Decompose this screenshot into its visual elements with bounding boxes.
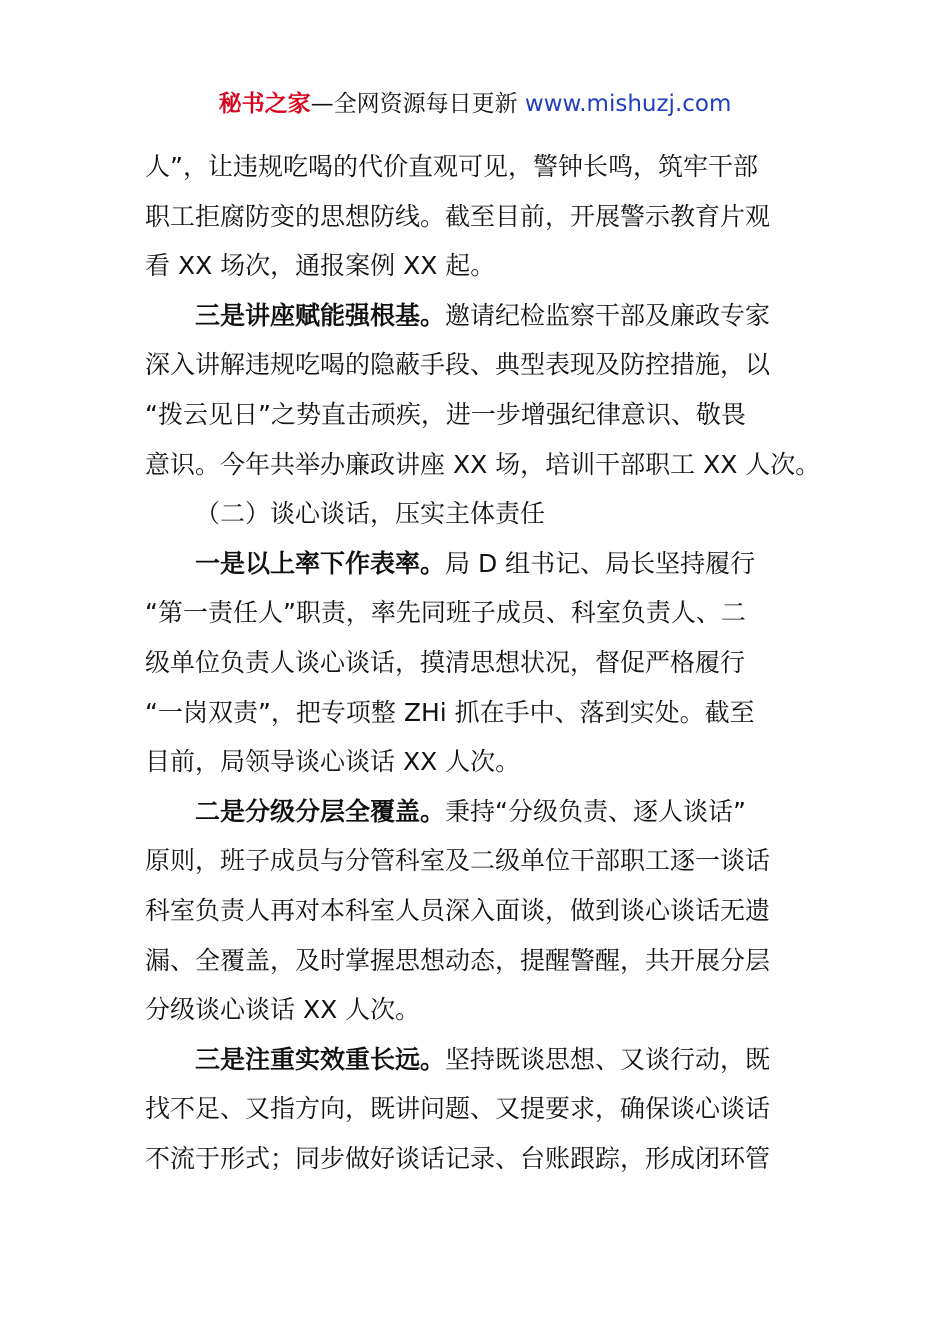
page-header [0, 88, 950, 120]
text-line [145, 936, 810, 986]
text-line [145, 737, 810, 787]
site-url-link[interactable]: www.mishuzj.com [524, 91, 732, 117]
paragraph-heading: 一是以上率下作表率。 [195, 548, 446, 578]
line-text: （二）谈心谈话，压实主体责任 [195, 499, 546, 529]
line-text: 意识。今年共举办廉政讲座 XX 场，培训干部职工 XX 人次。 [145, 449, 821, 479]
line-text: 深入讲解违规吃喝的隐蔽手段、典型表现及防控措施，以 [145, 350, 771, 380]
line-text: “拨云见日”之势直击顽疾，进一步增强纪律意识、敬畏 [145, 399, 746, 429]
paragraph-heading: 三是注重实效重长远。 [195, 1044, 446, 1074]
text-line [145, 588, 810, 638]
text-line [145, 291, 810, 341]
line-text: 目前，局领导谈心谈话 XX 人次。 [145, 747, 521, 777]
text-line [145, 192, 810, 242]
paragraph-heading: 三是讲座赋能强根基。 [195, 300, 446, 330]
text-line [145, 390, 810, 440]
line-text: “一岗双责”，把专项整 ZHi 抓在手中、落到实处。截至 [145, 697, 755, 727]
line-text: 漏、全覆盖，及时掌握思想动态，提醒警醒，共开展分层 [145, 945, 771, 975]
line-text: 人”，让违规吃喝的代价直观可见，警钟长鸣，筑牢干部 [145, 152, 758, 181]
brand-name: 秘书之家 [218, 91, 311, 117]
text-line [145, 241, 810, 291]
line-text: 看 XX 场次，通报案例 XX 起。 [145, 251, 496, 281]
line-text: 邀请纪检监察干部及廉政专家 [445, 300, 771, 330]
line-text: 科室负责人再对本科室人员深入面谈，做到谈心谈话无遗 [145, 895, 771, 925]
text-line [145, 1084, 810, 1134]
text-line [145, 539, 810, 589]
line-text: 级单位负责人谈心谈话，摸清思想状况，督促严格履行 [145, 647, 746, 677]
text-line [145, 1035, 810, 1085]
text-line [145, 1134, 810, 1184]
line-text: 原则，班子成员与分管科室及二级单位干部职工逐一谈话 [145, 846, 771, 876]
text-line [145, 836, 810, 886]
line-text: 分级谈心谈话 XX 人次。 [145, 995, 421, 1025]
line-text: “第一责任人”职责，率先同班子成员、科室负责人、二 [145, 598, 746, 628]
line-text: 局 D 组书记、局长坚持履行 [445, 548, 756, 578]
line-text: 坚持既谈思想、又谈行动，既 [445, 1044, 771, 1074]
document-body [145, 142, 821, 1183]
line-text: 不流于形式；同步做好谈话记录、台账跟踪，形成闭环管 [145, 1143, 771, 1173]
text-line [145, 142, 810, 192]
text-line [145, 787, 810, 837]
header-slogan: —全网资源每日更新 [310, 91, 525, 117]
text-line [145, 638, 810, 688]
text-line [145, 985, 810, 1035]
text-line [145, 688, 810, 738]
line-text: 职工拒腐防变的思想防线。截至目前，开展警示教育片观 [145, 201, 771, 231]
line-text: 秉持“分级负责、逐人谈话” [445, 796, 746, 826]
text-line [145, 489, 810, 539]
line-text: 找不足、又指方向，既讲问题、又提要求，确保谈心谈话 [145, 1094, 771, 1124]
text-line [145, 340, 810, 390]
text-line [145, 886, 810, 936]
text-line [145, 440, 821, 490]
paragraph-heading: 二是分级分层全覆盖。 [195, 796, 446, 826]
